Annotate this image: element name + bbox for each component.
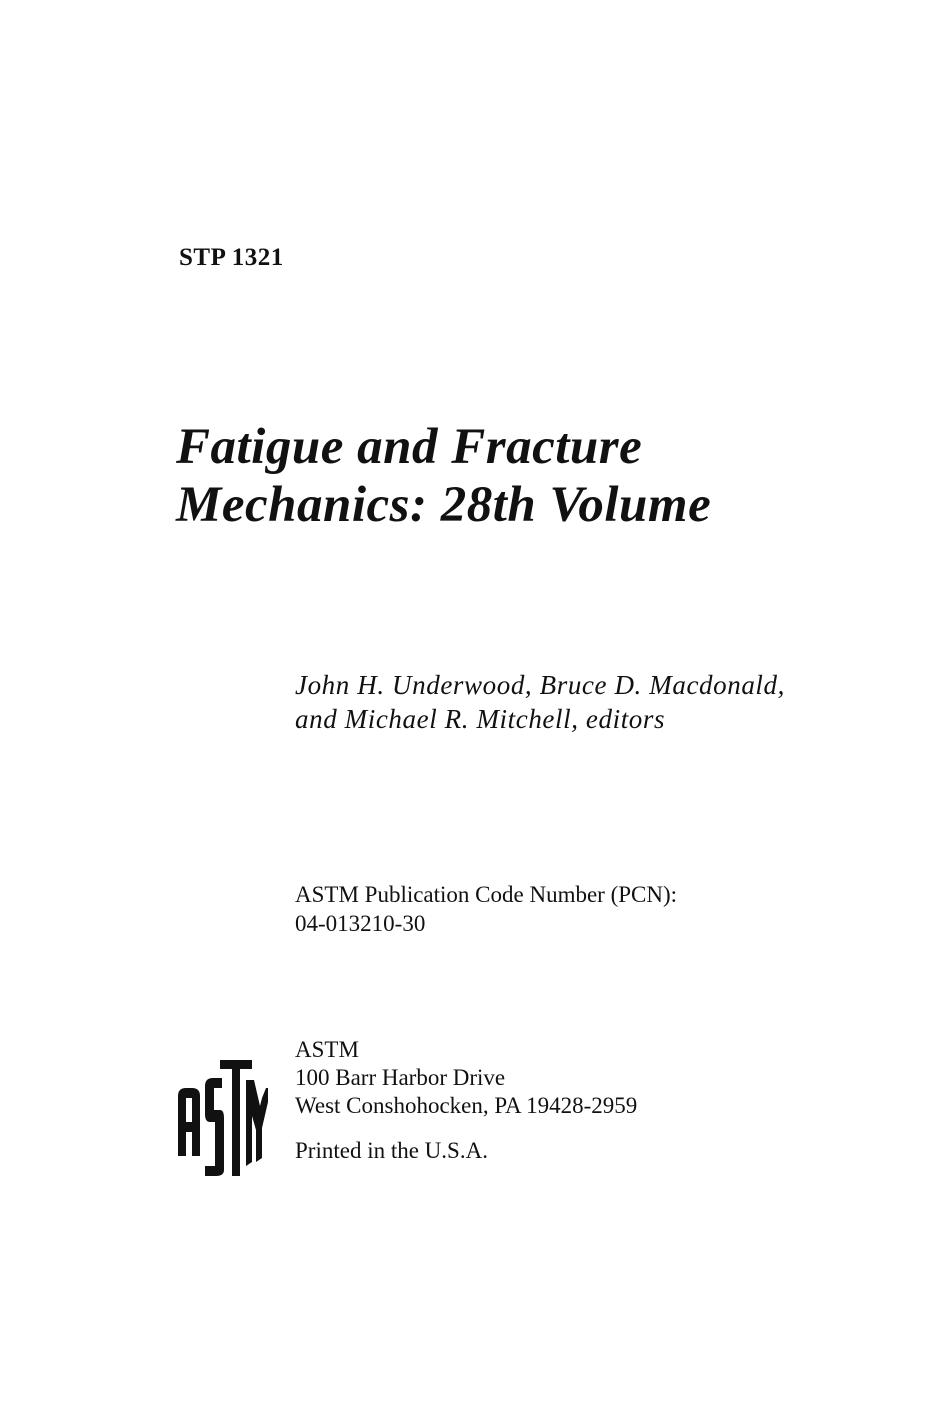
astm-logo-icon [176,1058,268,1176]
printed-in: Printed in the U.S.A. [295,1138,488,1163]
editors [295,668,785,736]
book-title-line-2: Mechanics: 28th Volume [176,477,712,533]
publication-code-number: 04-013210-30 [295,911,426,936]
book-title-line-1: Fatigue and Fracture [176,419,643,475]
publication-code-label: ASTM Publication Code Number (PCN): [295,882,678,907]
publication-code [295,880,677,938]
series-number: STP 1321 [179,244,284,271]
book-title [176,418,711,534]
editors-line-2: and Michael R. Mitchell, editors [295,704,666,734]
editors-line-1: John H. Underwood, Bruce D. Macdonald, [295,670,785,700]
publisher-city: West Conshohocken, PA 19428-2959 [295,1093,638,1118]
publisher-address [295,1036,637,1120]
publisher-name: ASTM [295,1037,359,1062]
publisher-street: 100 Barr Harbor Drive [295,1065,506,1090]
